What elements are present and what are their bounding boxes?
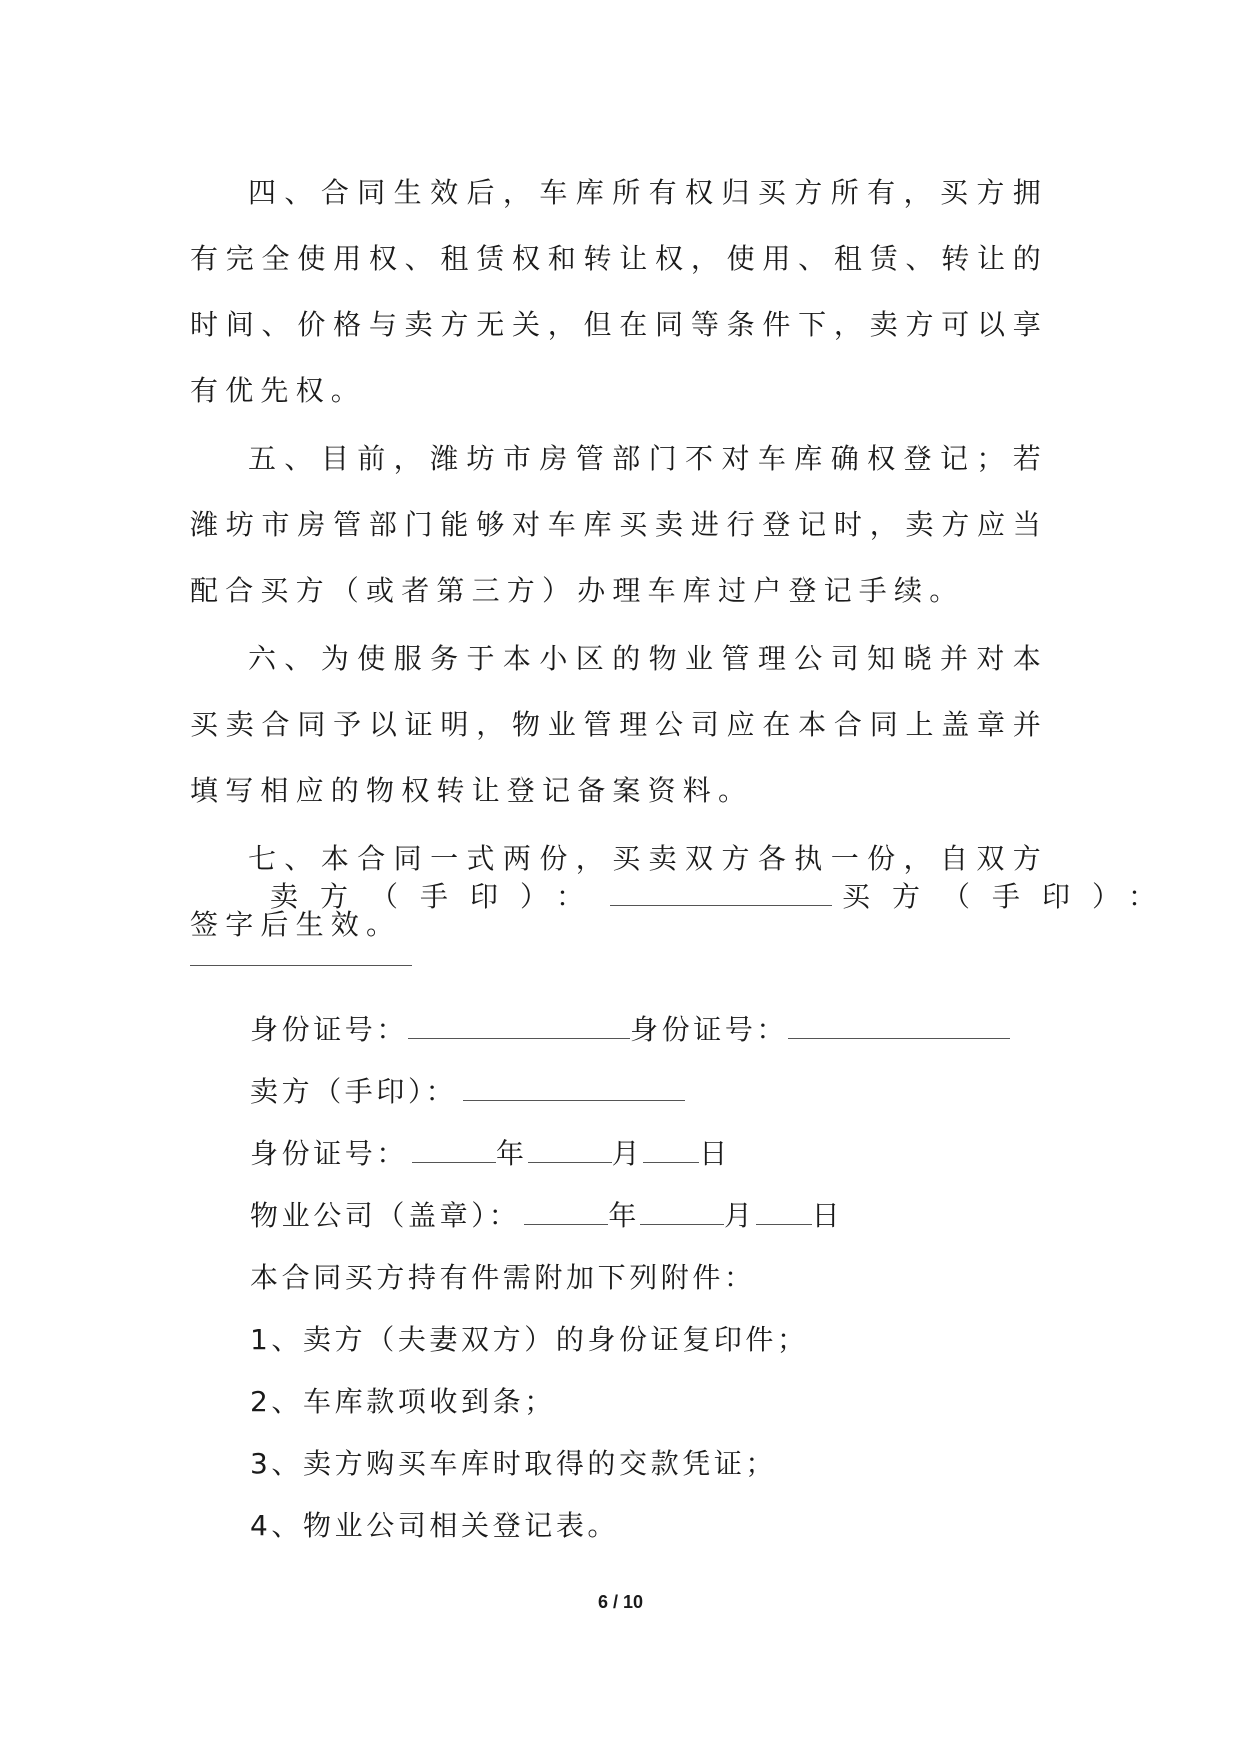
attachment-item: 2、车库款项收到条； xyxy=(250,1385,556,1418)
property-day-label: 日 xyxy=(811,1199,844,1232)
seller-handprint-row xyxy=(250,1072,685,1112)
buyer-id-blank xyxy=(788,1010,1010,1039)
attachment-item: 1、卖方（夫妻双方）的身份证复印件； xyxy=(250,1323,809,1356)
month-blank xyxy=(528,1134,612,1163)
property-company-label: 物业公司（盖章）： xyxy=(250,1199,521,1232)
buyer-signature-blank xyxy=(190,937,412,966)
seller-id-blank xyxy=(408,1010,630,1039)
seller-handprint-blank xyxy=(463,1072,685,1101)
month-label: 月 xyxy=(611,1137,644,1170)
property-company-row xyxy=(250,1196,843,1236)
attachments-heading: 本合同买方持有件需附加下列附件： xyxy=(250,1261,756,1294)
seller-buyer-signature-row xyxy=(270,877,1178,917)
buyer-signature-label: 买方（手印）： xyxy=(842,880,1179,913)
id-label-buyer: 身份证号： xyxy=(630,1013,789,1046)
buyer-signature-blank-line xyxy=(190,937,412,977)
day-label: 日 xyxy=(699,1137,731,1170)
clause-7: 七、本合同一式两份，买卖双方各执一份，自双方签字后生效。 xyxy=(190,842,1048,941)
property-day-blank xyxy=(756,1196,812,1225)
id-number-row xyxy=(250,1010,1010,1050)
seller-handprint-label: 卖方（手印）： xyxy=(250,1075,458,1108)
property-year-blank xyxy=(524,1196,608,1225)
contract-body xyxy=(190,160,1048,960)
property-year-label: 年 xyxy=(608,1199,641,1232)
year-label: 年 xyxy=(496,1137,528,1170)
day-blank xyxy=(643,1134,699,1163)
clause-4: 四、合同生效后，车库所有权归买方所有，买方拥有完全使用权、租赁权和转让权，使用、租赁、转让的时间、价格与卖方无关，但在同等条件下，卖方可以享有优先权。 xyxy=(190,176,1048,407)
id-date-label: 身份证号： xyxy=(250,1137,409,1170)
attachment-item: 3、卖方购买车库时取得的交款凭证； xyxy=(250,1447,778,1480)
id-date-row xyxy=(250,1134,731,1174)
attachment-item: 4、物业公司相关登记表。 xyxy=(250,1509,620,1542)
clause-6: 六、为使服务于本小区的物业管理公司知晓并对本买卖合同予以证明，物业管理公司应在本合同上盖章并填写相应的物权转让登记备案资料。 xyxy=(190,642,1048,807)
property-month-label: 月 xyxy=(724,1199,756,1232)
clause-5: 五、目前，潍坊市房管部门不对车库确权登记；若潍坊市房管部门能够对车库买卖进行登记时，卖方应当配合买方（或者第三方）办理车库过户登记手续。 xyxy=(190,442,1048,607)
seller-signature-label: 卖方（手印）： xyxy=(270,880,607,913)
page-number: 6 / 10 xyxy=(597,1592,644,1612)
year-blank xyxy=(412,1134,496,1163)
property-month-blank xyxy=(640,1196,724,1225)
seller-signature-blank xyxy=(610,877,832,906)
id-label-seller: 身份证号： xyxy=(250,1013,409,1046)
